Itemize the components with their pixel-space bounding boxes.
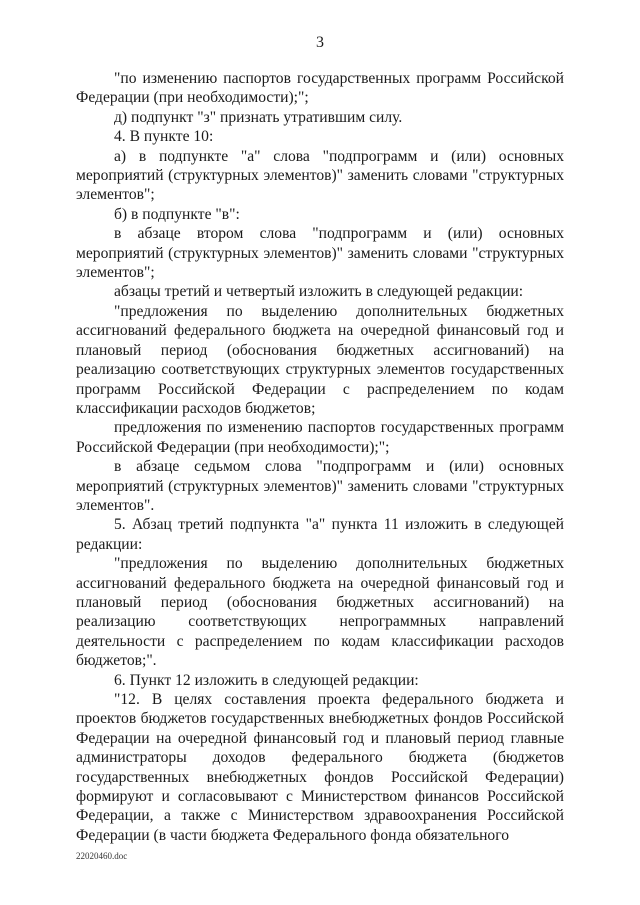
paragraph: б) в подпункте "в": [114, 205, 240, 223]
paragraph: д) подпункт "з" признать утратившим силу. [114, 108, 403, 126]
paragraph: "предложения по выделению дополнительных бюджетных ассигнований федерального бюджета на очередной финансовый год и плановый период (обоснования бюджетных ассигнований) на реализацию соответствующих структурных элементов государственных программ Российской Федерации с распределением по кодам классификации расходов бюджетов; [76, 302, 564, 417]
paragraph: 6. Пункт 12 изложить в следующей редакции: [114, 671, 419, 689]
page-number: 3 [316, 34, 324, 51]
paragraph: абзацы третий и четвертый изложить в следующей редакции: [114, 283, 524, 301]
footer-filename: 22020460.doc [76, 851, 128, 861]
paragraph: 5. Абзац третий подпункта "а" пункта 11 изложить в следующей редакции: [76, 516, 564, 553]
paragraph: предложения по изменению паспортов государственных программ Российской Федерации (при необходимости);"; [76, 419, 564, 456]
document-body [76, 69, 564, 845]
paragraph: а) в подпункте "а" слова "подпрограмм и (или) основных мероприятий (структурных элементов)" заменить словами "структурных элементов"; [76, 147, 564, 204]
paragraph: в абзаце втором слова "подпрограмм и (или) основных мероприятий (структурных элементов)" заменить словами "структурных элементов"; [76, 225, 564, 282]
paragraph: 4. В пункте 10: [114, 128, 214, 146]
paragraph: "предложения по выделению дополнительных бюджетных ассигнований федерального бюджета на очередной финансовый год и плановый период (обоснования бюджетных ассигнований) на реализацию соответствующих непрограммных направлений деятельности с распределением по кодам классификации расходов бюджетов;". [76, 555, 564, 670]
paragraph: "12. В целях составления проекта федерального бюджета и проектов бюджетов государственных внебюджетных фондов Российской Федерации на очередной финансовый год и плановый период главные администраторы доходов федерального бюджета (бюджетов государственных внебюджетных фондов Российской Федерации) формируют и согласовывают с Министерством финансов Российской Федерации, а также с Министерством здравоохранения Российской Федерации (в части бюджета Федерального фонда обязательного [76, 691, 564, 844]
paragraph: в абзаце седьмом слова "подпрограмм и (или) основных мероприятий (структурных элементов)" заменить словами "структурных элементов". [76, 458, 564, 514]
paragraph: "по изменению паспортов государственных программ Российской Федерации (при необходимости);"; [76, 70, 564, 107]
